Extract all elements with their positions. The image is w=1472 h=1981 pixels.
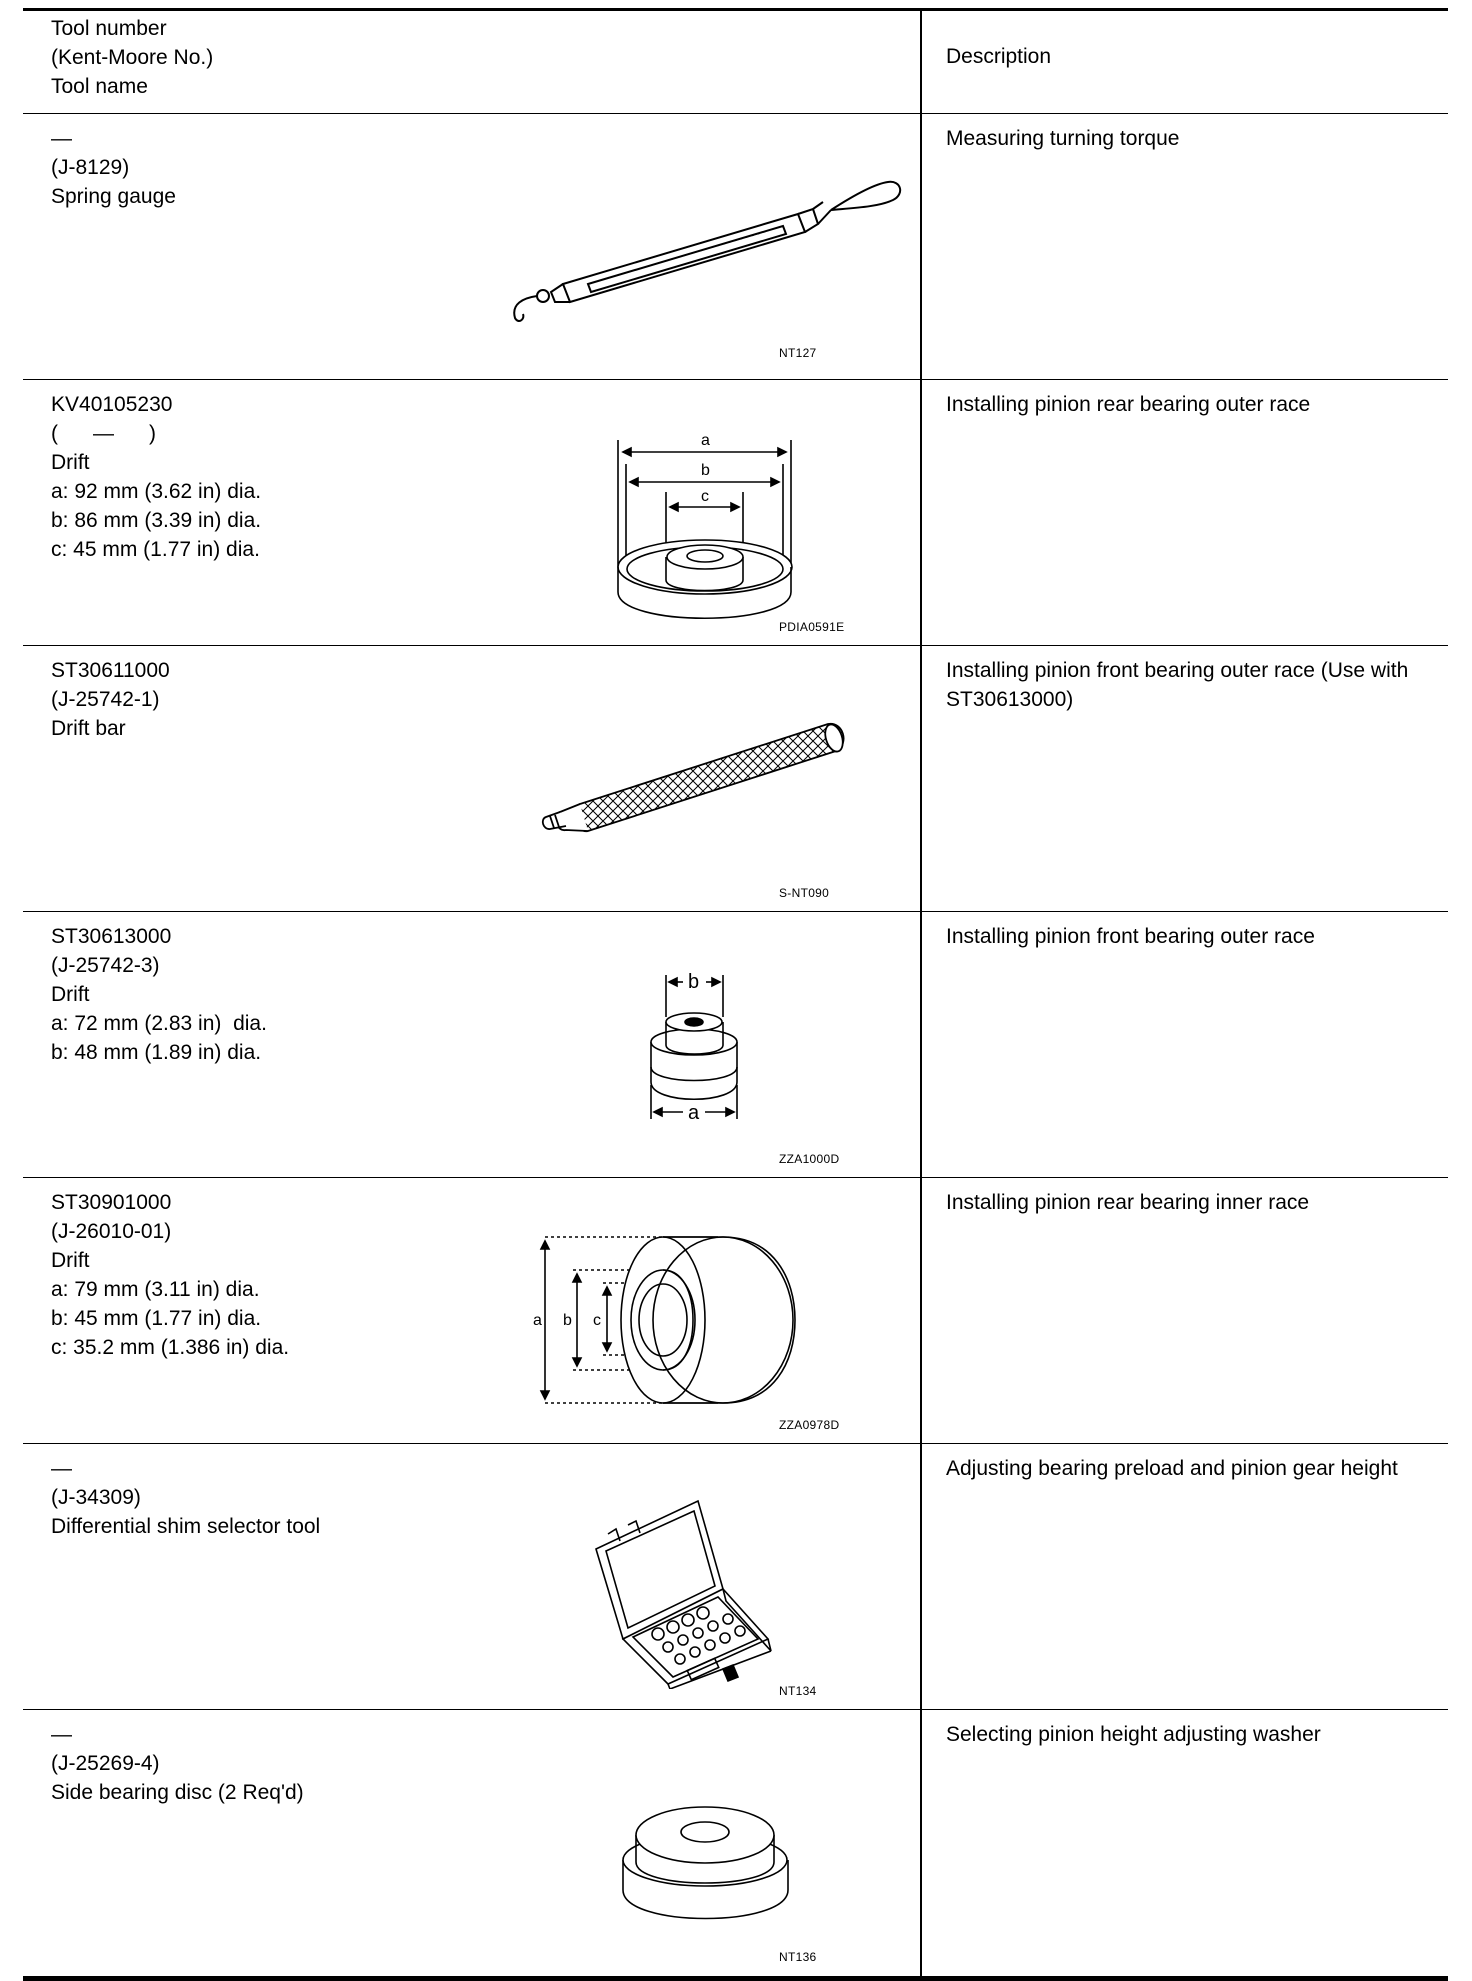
dimension-a: a: 79 mm (3.11 in) dia. <box>51 1278 260 1301</box>
tool-description: Adjusting bearing preload and pinion gear height <box>946 1457 1398 1480</box>
table-header <box>23 11 1448 114</box>
figure-code: NT134 <box>779 1684 817 1698</box>
kent-moore-number: (J-25269-4) <box>51 1752 160 1775</box>
tool-info <box>51 1188 289 1362</box>
tool-description: Installing pinion front bearing outer race (Use with ST30613000) <box>946 659 1409 711</box>
figure-code: S-NT090 <box>779 886 830 900</box>
tool-number: ST30611000 <box>51 659 170 682</box>
kent-moore-number: (J-25742-1) <box>51 688 160 711</box>
header-tool-name: Tool name <box>51 75 148 98</box>
tool-info <box>51 656 170 743</box>
kent-moore-number: (J-34309) <box>51 1486 141 1509</box>
tool-name: Drift <box>51 1249 90 1272</box>
kent-moore-number: (J-8129) <box>51 156 130 179</box>
tool-number: ST30901000 <box>51 1191 172 1214</box>
side-bearing-disc-illustration <box>618 1800 798 1930</box>
dimension-c: c: 35.2 mm (1.386 in) dia. <box>51 1336 290 1359</box>
tool-name: Spring gauge <box>51 185 176 208</box>
tool-number: — <box>51 1723 72 1746</box>
column-divider <box>920 646 922 911</box>
column-divider <box>920 1178 922 1443</box>
tool-description: Measuring turning torque <box>946 127 1180 150</box>
column-divider <box>920 912 922 1177</box>
dimension-label-c: c <box>701 488 709 505</box>
column-divider <box>920 11 922 113</box>
kent-moore-number: (J-26010-01) <box>51 1220 172 1243</box>
kent-moore-number: ( — ) <box>51 422 156 445</box>
dimension-label-a: a <box>688 1102 700 1124</box>
tool-info <box>51 390 261 564</box>
dimension-label-b: b <box>701 462 710 479</box>
tool-info <box>51 124 176 211</box>
tool-info <box>51 1720 304 1807</box>
dimension-label-a: a <box>701 432 710 449</box>
tool-info <box>51 1454 320 1541</box>
table-row <box>23 1444 1448 1710</box>
table-row <box>23 646 1448 912</box>
tool-number: KV40105230 <box>51 393 173 416</box>
dimension-b: b: 45 mm (1.77 in) dia. <box>51 1307 262 1330</box>
column-divider <box>920 1710 922 1976</box>
table-bottom-rule <box>23 1976 1448 1981</box>
tool-number: ST30613000 <box>51 925 172 948</box>
header-kent-moore: (Kent-Moore No.) <box>51 46 214 69</box>
dimension-label-a: a <box>533 1312 542 1329</box>
column-divider <box>920 380 922 645</box>
figure-code: NT136 <box>779 1950 817 1964</box>
figure-code: NT127 <box>779 346 817 360</box>
column-divider <box>920 114 922 379</box>
drift-small-illustration <box>641 967 761 1127</box>
header-tool-column <box>51 14 213 101</box>
kent-moore-number: (J-25742-3) <box>51 954 160 977</box>
dimension-label-b: b <box>563 1312 572 1329</box>
column-divider <box>920 1444 922 1709</box>
tool-number: — <box>51 127 72 150</box>
dimension-b: b: 86 mm (3.39 in) dia. <box>51 509 262 532</box>
tool-description: Installing pinion rear bearing outer race <box>946 393 1311 416</box>
table-row <box>23 912 1448 1178</box>
drift-bar-illustration <box>538 716 878 846</box>
dimension-a: a: 92 mm (3.62 in) dia. <box>51 480 262 503</box>
table-row <box>23 1178 1448 1444</box>
dimension-b: b: 48 mm (1.89 in) dia. <box>51 1041 262 1064</box>
special-tools-table <box>23 8 1448 1981</box>
figure-code: PDIA0591E <box>779 620 845 634</box>
dimension-label-b: b <box>688 971 700 993</box>
table-row <box>23 1710 1448 1976</box>
header-tool-number: Tool number <box>51 17 167 40</box>
tool-name: Drift bar <box>51 717 126 740</box>
table-row <box>23 380 1448 646</box>
drift-illustration <box>593 422 823 627</box>
header-description: Description <box>946 45 1052 68</box>
tool-description: Installing pinion front bearing outer race <box>946 925 1315 948</box>
tool-info <box>51 922 267 1067</box>
tool-name: Differential shim selector tool <box>51 1515 321 1538</box>
spring-gauge-illustration <box>513 174 913 374</box>
dimension-label-c: c <box>593 1312 601 1329</box>
tool-name: Drift <box>51 983 90 1006</box>
tool-description: Selecting pinion height adjusting washer <box>946 1723 1321 1746</box>
figure-code: ZZA0978D <box>779 1418 840 1432</box>
dimension-c: c: 45 mm (1.77 in) dia. <box>51 538 260 561</box>
table-row <box>23 114 1448 380</box>
drift-ring-illustration <box>533 1233 823 1408</box>
figure-code: ZZA1000D <box>779 1152 840 1166</box>
tool-name: Drift <box>51 451 90 474</box>
shim-selector-case-illustration <box>588 1489 818 1689</box>
tool-description: Installing pinion rear bearing inner race <box>946 1191 1310 1214</box>
tool-number: — <box>51 1457 72 1480</box>
dimension-a: a: 72 mm (2.83 in) dia. <box>51 1012 267 1035</box>
tool-name: Side bearing disc (2 Req'd) <box>51 1781 304 1804</box>
